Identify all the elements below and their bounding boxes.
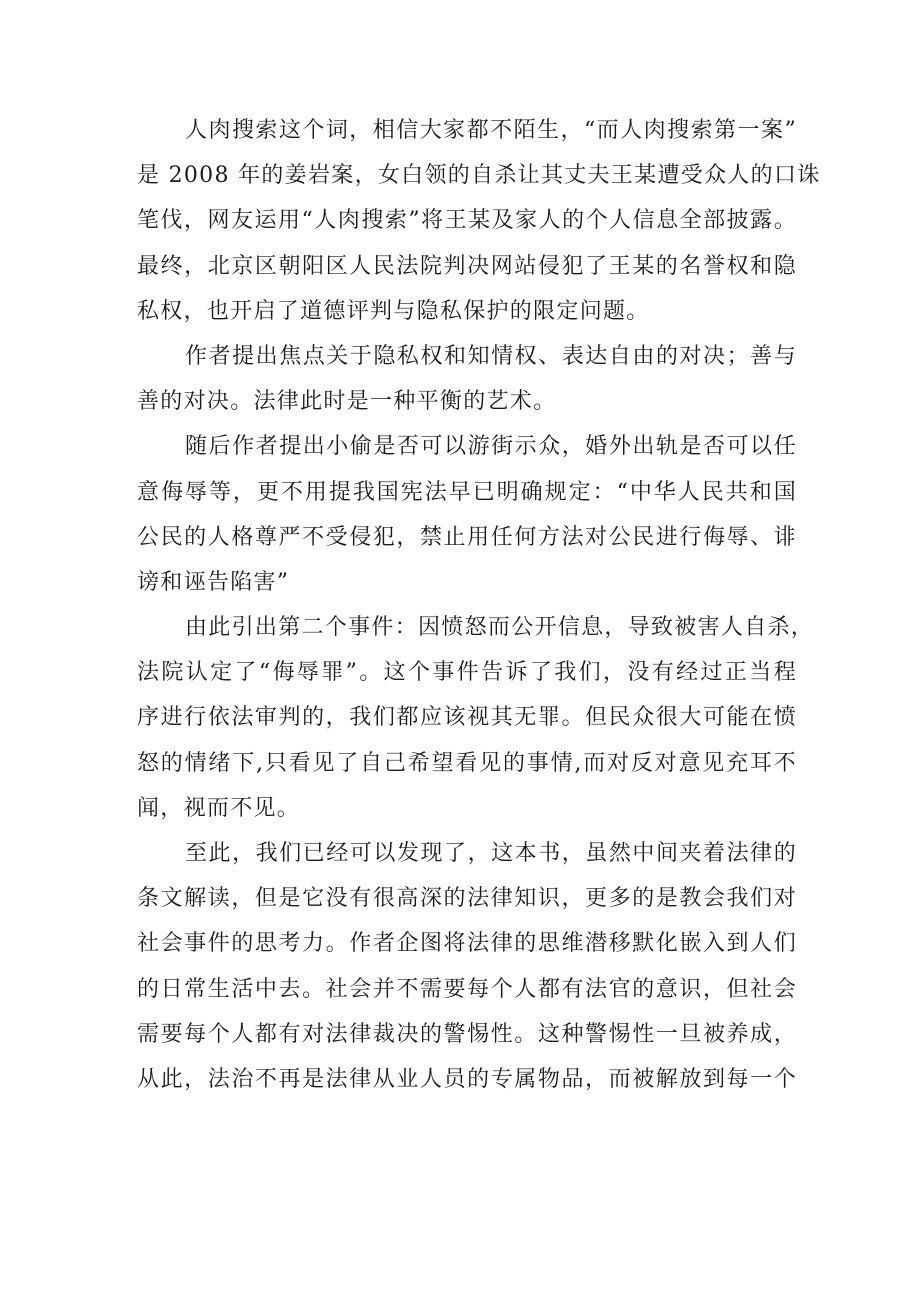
- text-line: 是 2008 年的姜岩案，女白领的自杀让其丈夫王某遭受众人的口诛: [137, 163, 821, 189]
- text-line: 需要每个人都有对法律裁决的警惕性。这种警惕性一旦被养成，: [137, 1021, 797, 1047]
- text-line: 随后作者提出小偷是否可以游街示众，婚外出轨是否可以任: [185, 434, 797, 460]
- text-line: 善的对决。法律此时是一种平衡的艺术。: [137, 389, 557, 415]
- paragraph-5: [137, 831, 797, 1102]
- document-body: [137, 108, 821, 1102]
- text-line: 公民的人格尊严不受侵犯，禁止用任何方法对公民进行侮辱、诽: [137, 524, 797, 550]
- text-line: 法院认定了“侮辱罪”。这个事件告诉了我们，没有经过正当程: [137, 660, 797, 686]
- text-line: 序进行依法审判的，我们都应该视其无罪。但民众很大可能在愤: [137, 705, 797, 731]
- text-line: 最终，北京区朝阳区人民法院判决网站侵犯了王某的名誉权和隐: [137, 253, 797, 279]
- text-line: 条文解读，但是它没有很高深的法律知识，更多的是教会我们对: [137, 886, 797, 912]
- text-line: 作者提出焦点关于隐私权和知情权、表达自由的对决；善与: [185, 343, 797, 369]
- paragraph-4: [137, 605, 815, 831]
- text-line: 闻，视而不见。: [137, 795, 301, 821]
- text-line: 人肉搜索这个词，相信大家都不陌生，“而人肉搜索第一案”: [185, 118, 797, 143]
- text-line: 社会事件的思考力。作者企图将法律的思维潜移默化嵌入到人们: [137, 931, 797, 957]
- text-line: 至此，我们已经可以发现了，这本书，虽然中间夹着法律的: [185, 841, 797, 866]
- text-line: 意侮辱等，更不用提我国宪法早已明确规定：“中华人民共和国: [137, 479, 797, 505]
- text-line: 从此，法治不再是法律从业人员的专属物品，而被解放到每一个: [137, 1066, 797, 1092]
- text-line: 由此引出第二个事件：因愤怒而公开信息，导致被害人自杀，: [185, 615, 815, 641]
- text-line: 的日常生活中去。社会并不需要每个人都有法官的意识，但社会: [137, 976, 797, 1002]
- text-line: 笔伐，网友运用“人肉搜索”将王某及家人的个人信息全部披露。: [137, 208, 797, 234]
- text-line: 怒的情绪下,只看见了自己希望看见的事情,而对反对意见充耳不: [137, 750, 797, 776]
- paragraph-1: [137, 108, 821, 334]
- paragraph-2: [137, 334, 797, 424]
- text-line: 私权，也开启了道德评判与隐私保护的限定问题。: [137, 298, 650, 324]
- paragraph-3: [137, 424, 797, 605]
- text-line: 谤和诬告陷害”: [137, 569, 290, 595]
